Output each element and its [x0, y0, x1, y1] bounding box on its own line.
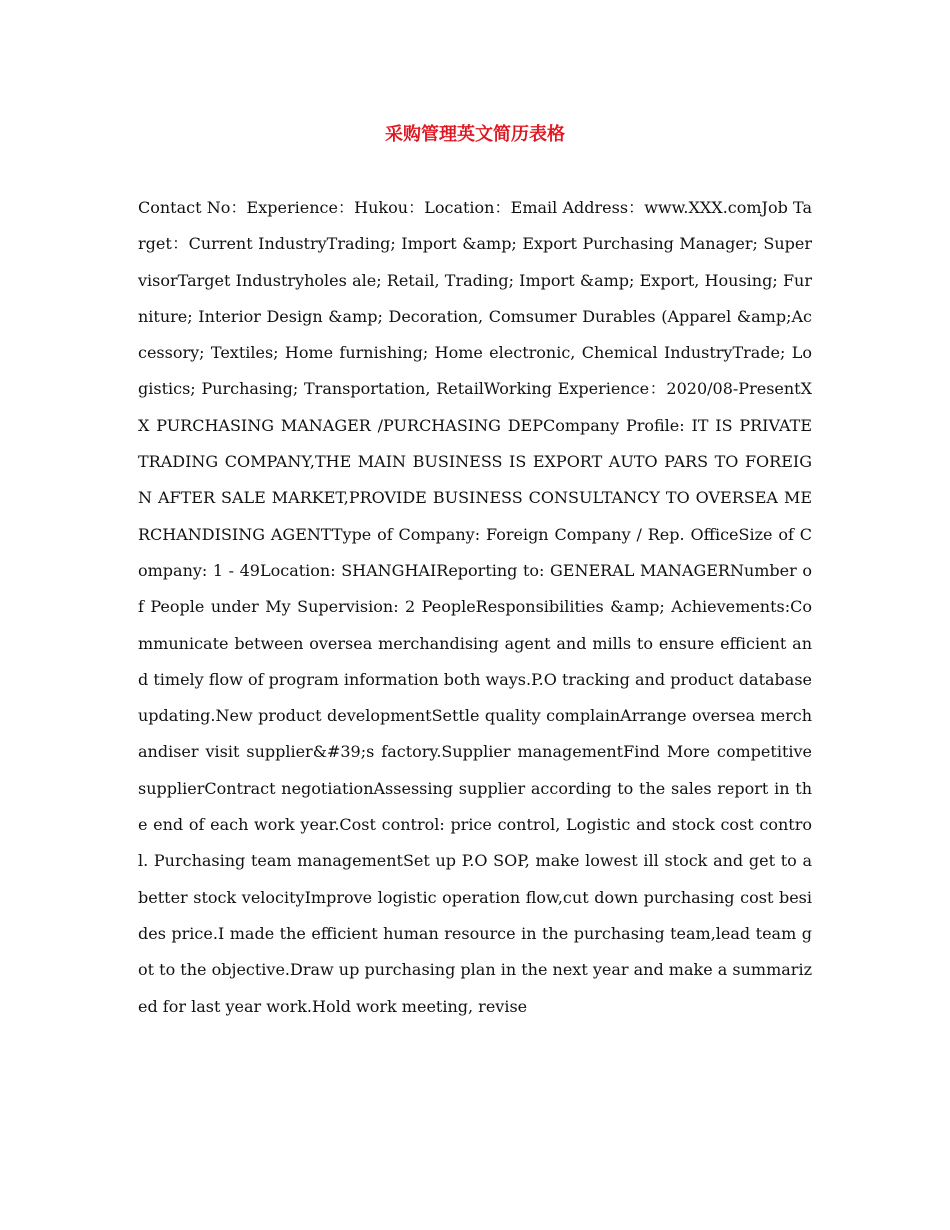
document-title: 采购管理英文简历表格 [385, 124, 565, 145]
document-body-text: Contact No：Experience：Hukou：Location：Email Address：www.XXX.comJob Target：Current IndustryTrading; Import &amp; Export Purchasing Manager; SupervisorTarget Industryholes ale; Retail, Trading; Import &amp; Export, Housing; Furniture; Interior Design &amp; Decoration, Comsumer Durables (Apparel &amp;Accessory; Textiles; Home furnishing; Home electronic, Chemical IndustryTrade; Logistics; Purchasing; Transportation, RetailWorking Experience：2020/08-PresentXX PURCHASING MANAGER /PURCHASING DEPCompany Profile: IT IS PRIVATE TRADING COMPANY,THE MAIN BUSINESS IS EXPORT AUTO PARS TO FOREIGN AFTER SALE MARKET,PROVIDE BUSINESS CONSULTANCY TO OVERSEA MERCHANDISING AGENTType of Company: Foreign Company / Rep. OfficeSize of Company: 1 - 49Location: SHANGHAIReporting to: GENERAL MANAGERNumber of People under My Supervision: 2 PeopleResponsibilities &amp; Achievements:Communicate between oversea merchandising agent and mills to ensure efficient and timely flow of program information both ways.P.O tracking and product database updating.New product developmentSettle quality complainArrange oversea merchandiser visit supplier&#39;s factory.Supplier managementFind More competitive supplierContract negotiationAssessing supplier according to the sales report in the end of each work year.Cost control: price control, Logistic and stock cost control. Purchasing team managementSet up P.O SOP, make lowest ill stock and get to a better stock velocityImprove logistic operation flow,cut down purchasing cost besides price.I made the efficient human resource in the purchasing team,lead team got to the objective.Draw up purchasing plan in the next year and make a summarized for last year work.Hold work meeting, revise [138, 198, 812, 1016]
